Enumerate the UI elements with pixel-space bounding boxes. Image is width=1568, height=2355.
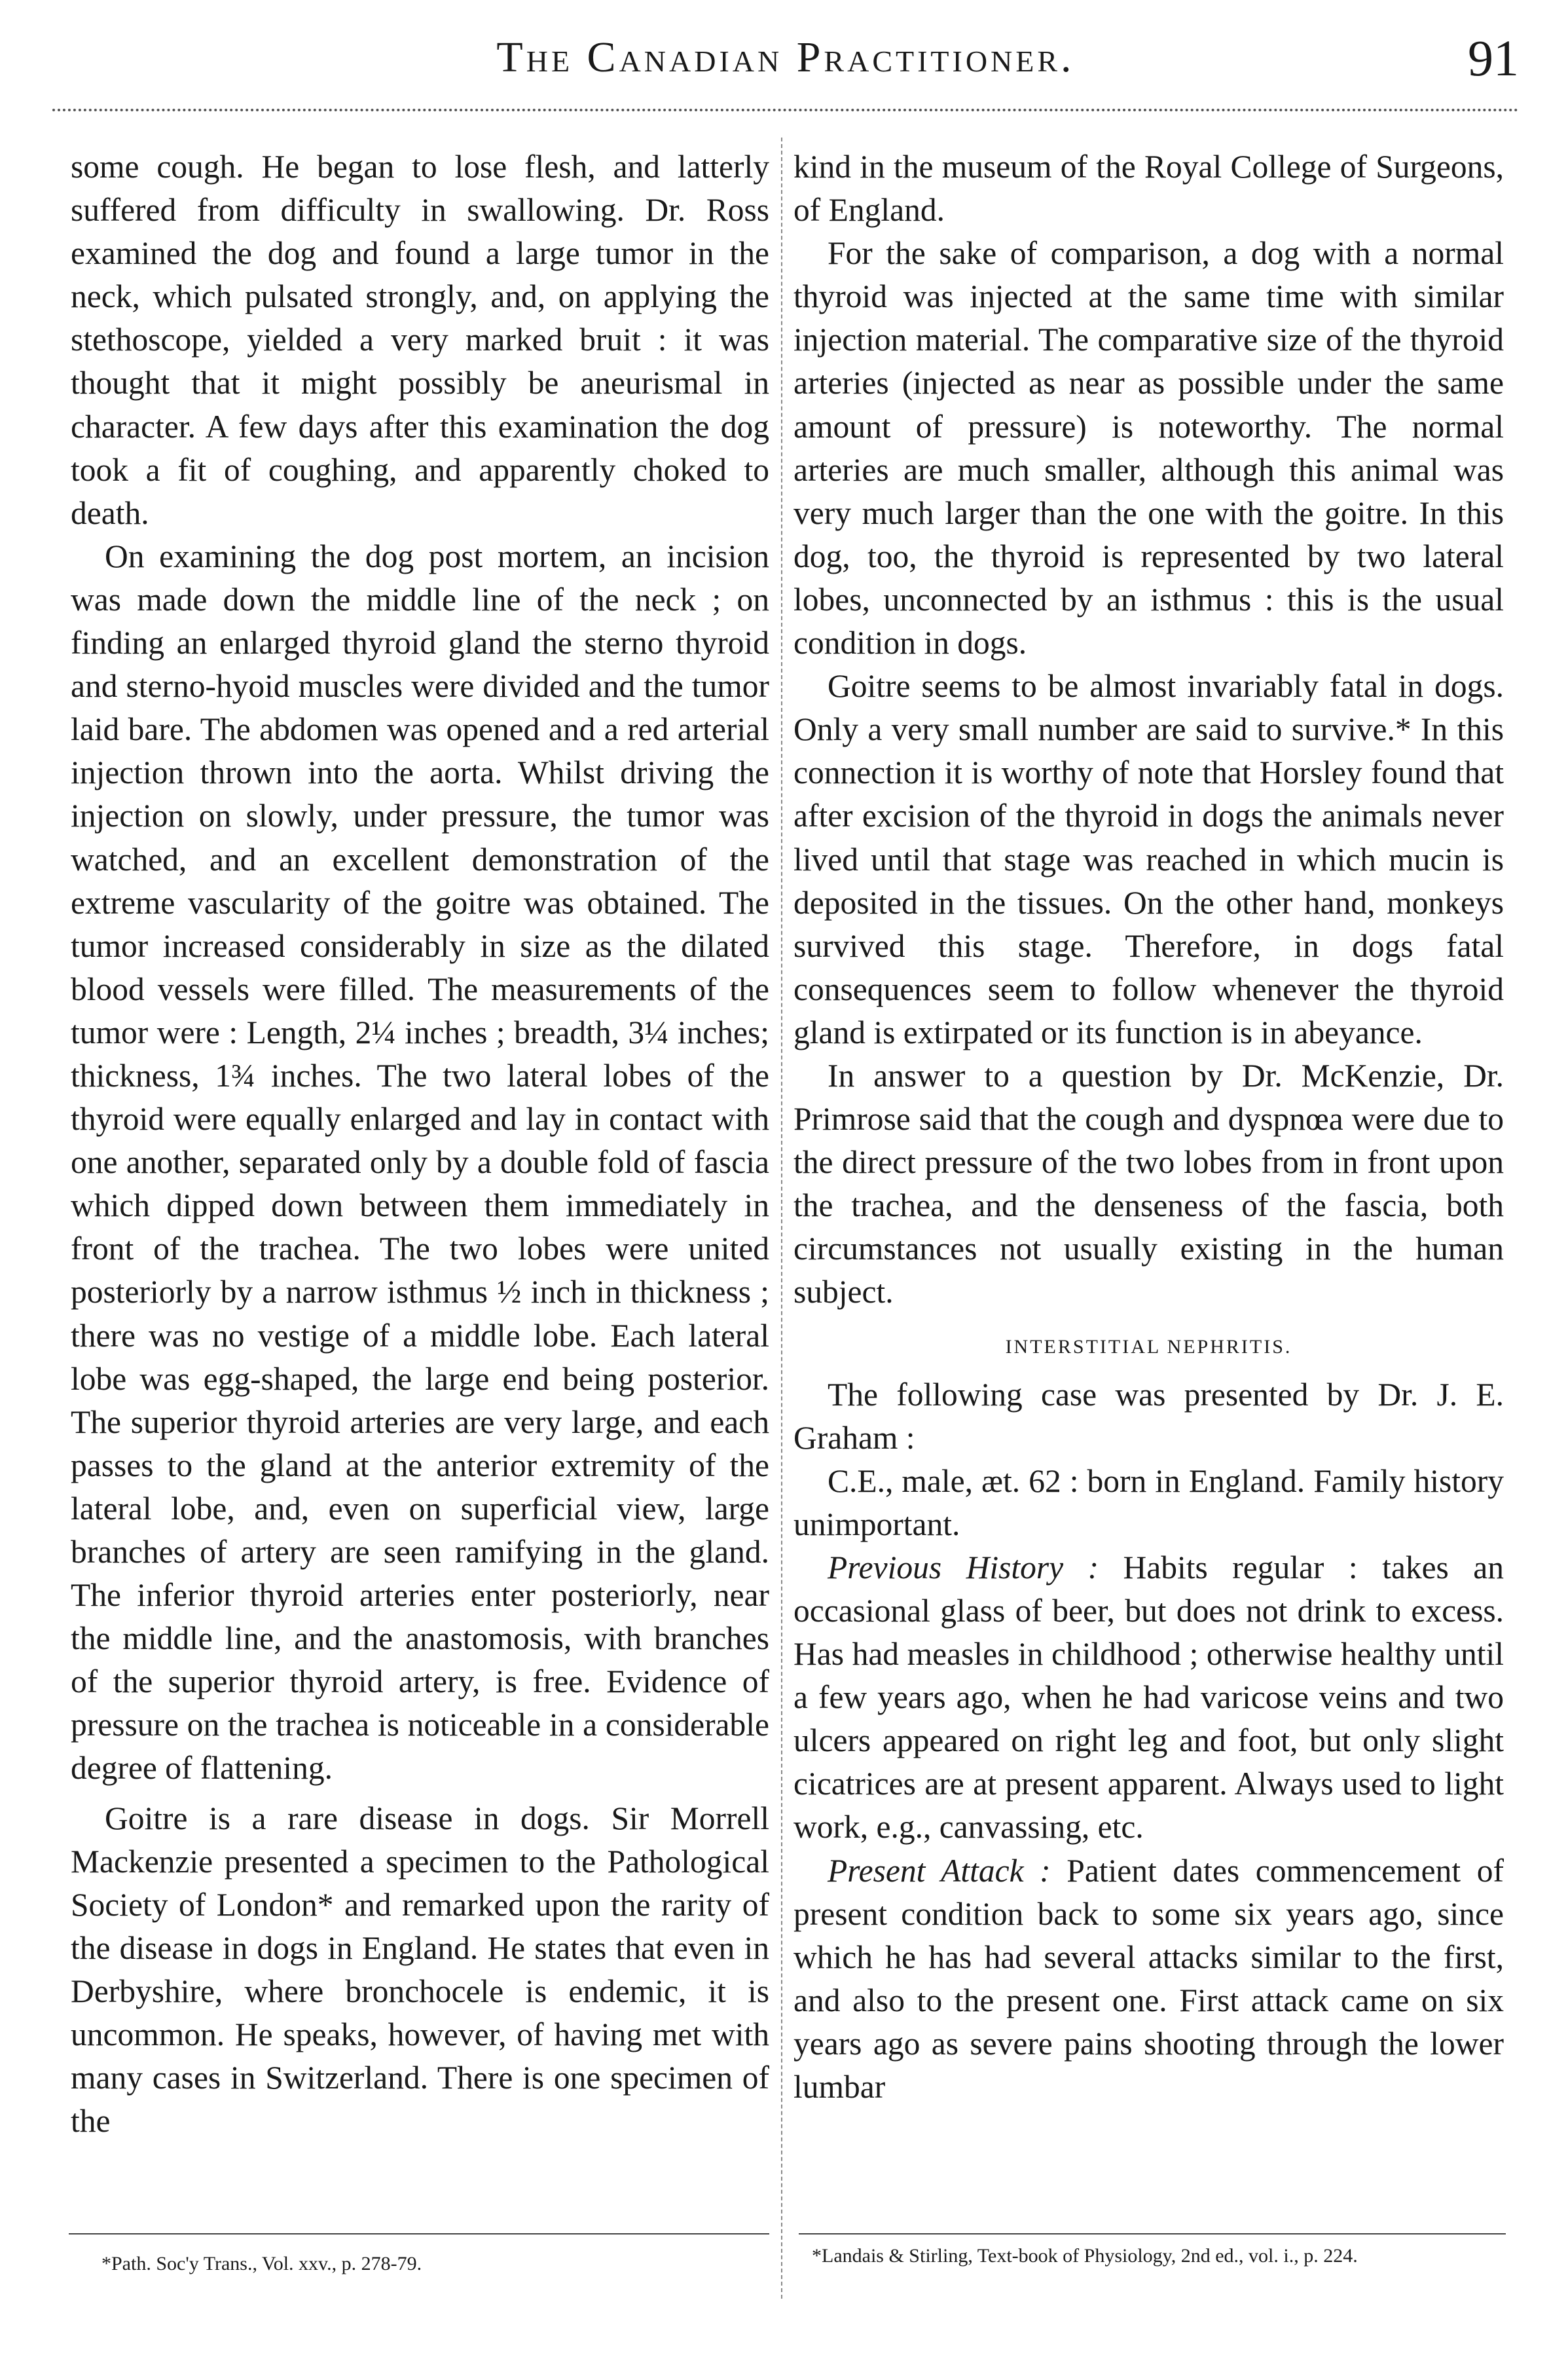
paragraph: C.E., male, æt. 62 : born in England. Family history unimportant. (793, 1462, 1504, 1542)
paragraph: In answer to a question by Dr. McKenzie, Dr. Primrose said that the cough and dyspnœa were due to the direct pressure of the two lobes from in front upon the trachea, and the denseness of the fascia, both circumstances not usually existing in the human subject. (793, 1057, 1504, 1310)
column-divider (781, 138, 782, 2299)
previous-history-label: Previous History : (828, 1549, 1099, 1585)
footnote-left: *Path. Soc'y Trans., Vol. xxv., p. 278-79. (101, 2253, 422, 2274)
right-column (793, 145, 1504, 2109)
paragraph: The following case was presented by Dr. J. E. Graham : (793, 1376, 1504, 1456)
page-number: 91 (1468, 29, 1519, 86)
paragraph: kind in the museum of the Royal College of Surgeons, of England. (793, 149, 1504, 229)
paragraph: On examining the dog post mortem, an incision was made down the middle line of the neck ; on finding an enlarged thyroid gland the sterno thyroid and sterno-hyoid muscles were divided and the tumor laid bare. The abdomen was opened and a red arterial injection thrown into the aorta. Whilst driving the injection on slowly, under pressure, the tumor was watched, and an excellent demonstration of the extreme vascularity of the goitre was obtained. The tumor increased considerably in size as the dilated blood vessels were filled. The measurements of the tumor were : Length, 2¼ inches ; breadth, 3¼ inches; thickness, 1¾ inches. The two lateral lobes of the thyroid were equally enlarged and lay in contact with one another, separated only by a double fold of fascia which dipped down between them immediately in front of the trachea. The two lobes were united posteriorly by a narrow isthmus ½ inch in thickness ; there was no vestige of a middle lobe. Each lateral lobe was egg-shaped, the large end being posterior. The superior thyroid arteries are very large, and each passes to the gland at the anterior extremity of the lateral lobe, and, even on superficial view, large branches of artery are seen ramifying in the gland. The inferior thyroid arteries enter posteriorly, near the middle line, and the anastomosis, with branches of the superior thyroid artery, is free. Evidence of pressure on the trachea is noticeable in a considerable degree of flattening. (71, 538, 769, 1787)
present-attack-label: Present Attack : (828, 1852, 1051, 1889)
previous-history-text: Habits regular : takes an occasional glass of beer, but does not drink to excess. Has had measles in childhood ; otherwise healthy until a few years ago, when he had varicose veins and two ulcers appeared on right leg and foot, but only slight cicatrices are at present apparent. Always used to light work, e.g., canvassing, etc. (793, 1549, 1504, 1845)
footnote-rule-right (799, 2233, 1506, 2234)
footnote-rule-left (69, 2233, 769, 2234)
footnote-right: *Landais & Stirling, Text-book of Physiology, 2nd ed., vol. i., p. 224. (812, 2245, 1358, 2267)
paragraph-present-attack (793, 1849, 1504, 2109)
paragraph: Goitre seems to be almost invariably fatal in dogs. Only a very small number are said to survive.* In this connection it is worthy of note that Horsley found that after excision of the thyroid in dogs the animals never lived until that stage was reached in which mucin is deposited in the tissues. On the other hand, monkeys survived this stage. Therefore, in dogs fatal consequences seem to follow whenever the thyroid gland is extirpated or its function is in abeyance. (793, 668, 1504, 1050)
present-attack-text: Patient dates commencement of present condition back to some six years ago, since which he has had several attacks similar to the first, and also to the present one. First attack came on six years ago as severe pains shooting through the lower lumbar (793, 1852, 1504, 2105)
left-column (71, 145, 769, 2143)
paragraph: Goitre is a rare disease in dogs. Sir Morrell Mackenzie presented a specimen to the Pathological Society of London* and remarked upon the rarity of the disease in dogs in England. He states that even in Derbyshire, where bronchocele is endemic, it is uncommon. He speaks, however, of having met with many cases in Switzerland. There is one specimen of the (71, 1800, 769, 2140)
header-rule (52, 109, 1519, 111)
section-heading: INTERSTITIAL NEPHRITIS. (1005, 1335, 1292, 1358)
paragraph: some cough. He began to lose flesh, and latterly suffered from difficulty in swallowing. Dr. Ross examined the dog and found a large tumor in the neck, which pulsated strongly, and, on applying the stethoscope, yielded a very marked bruit : it was thought that it might possibly be aneurismal in character. A few days after this examination the dog took a fit of coughing, and apparently choked to death. (71, 149, 769, 531)
running-title: The Canadian Practitioner. (496, 33, 1075, 81)
paragraph-previous-history (793, 1546, 1504, 1849)
paragraph: For the sake of comparison, a dog with a normal thyroid was injected at the same time with similar injection material. The comparative size of the thyroid arteries (injected as near as possible under the same amount of pressure) is noteworthy. The normal arteries are much smaller, although this animal was very much larger than the one with the goitre. In this dog, too, the thyroid is represented by two lateral lobes, unconnected by an isthmus : this is the usual condition in dogs. (793, 235, 1504, 661)
page-header (0, 20, 1568, 92)
